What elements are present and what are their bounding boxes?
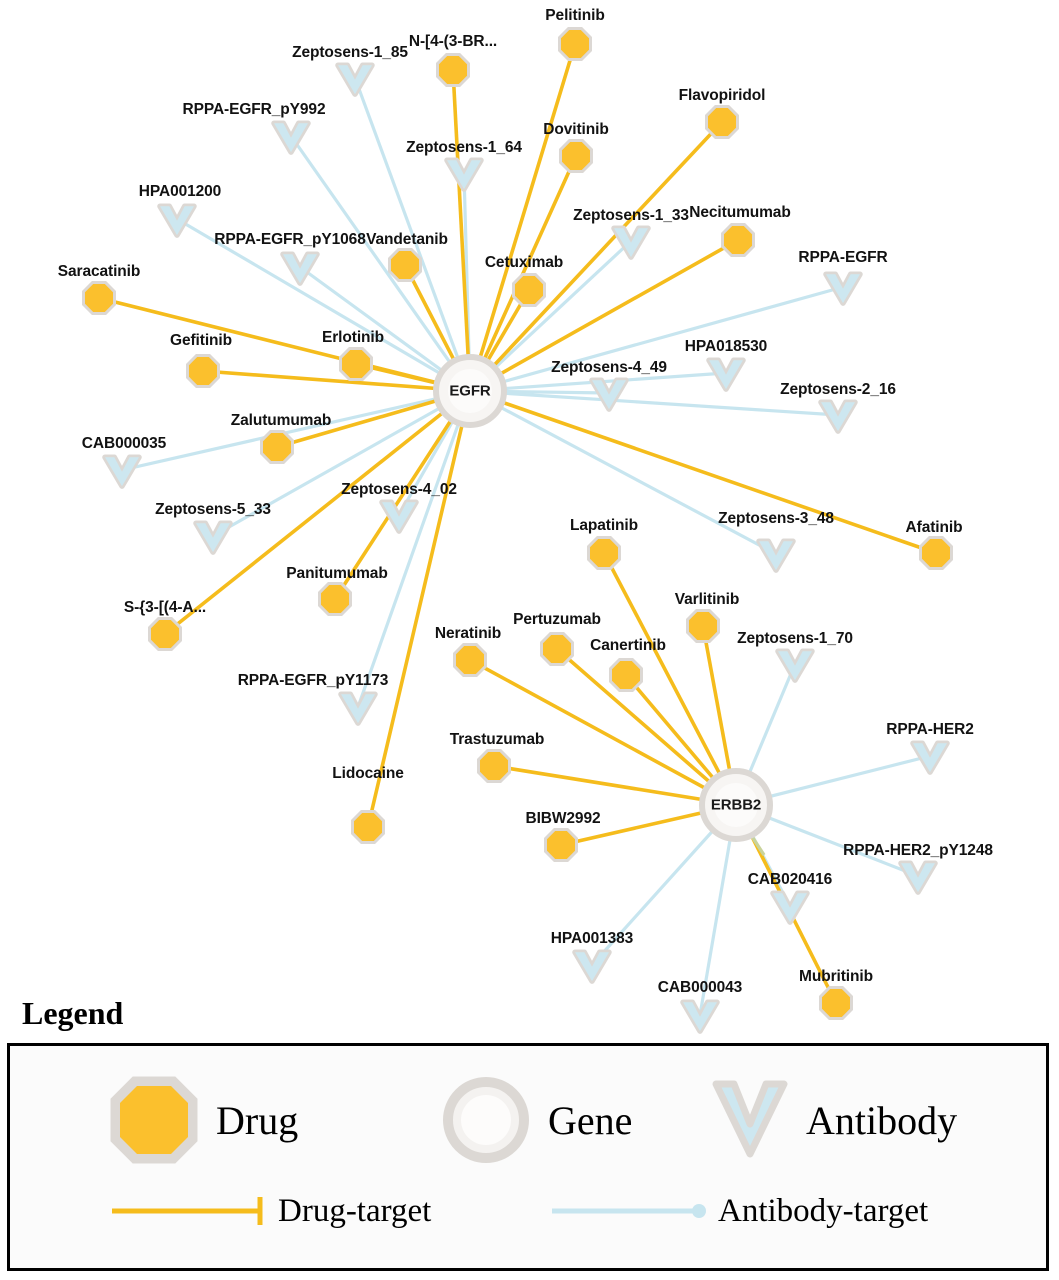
legend-antibody <box>710 1074 957 1166</box>
drug-node[interactable] <box>151 620 179 648</box>
node-label: RPPA-EGFR_pY992 <box>182 101 326 118</box>
node-label: Erlotinib <box>322 329 384 346</box>
drug-node[interactable] <box>612 661 640 689</box>
node-label: Flavopiridol <box>678 87 766 104</box>
legend-drug-target-label: Drug-target <box>278 1192 432 1229</box>
antibody-node[interactable] <box>338 65 372 94</box>
node-label: Zeptosens-1_64 <box>406 139 522 156</box>
node-label: CAB000035 <box>81 435 167 452</box>
node-label: Zeptosens-4_02 <box>341 481 457 498</box>
antibody-node[interactable] <box>773 893 807 922</box>
legend-drug-target <box>110 1191 431 1231</box>
node-label: N-[4-(3-BR... <box>408 33 498 50</box>
node-label: Dovitinib <box>543 121 609 138</box>
drug-node[interactable] <box>689 612 717 640</box>
antibody-node[interactable] <box>575 952 609 981</box>
legend-antibody-target-label: Antibody-target <box>718 1192 929 1229</box>
node-label: Lapatinib <box>570 517 638 534</box>
node-label: Zeptosens-1_70 <box>737 630 853 647</box>
drug-node[interactable] <box>85 284 113 312</box>
legend-box <box>7 1043 1049 1271</box>
node-label: BIBW2992 <box>525 810 601 827</box>
drug-node[interactable] <box>515 276 543 304</box>
legend-edges-row <box>10 1191 1046 1261</box>
antibody-node[interactable] <box>821 402 855 431</box>
node-label: Pertuzumab <box>513 611 601 628</box>
antibody-target-edge-icon <box>550 1191 710 1231</box>
node-label: Zeptosens-5_33 <box>155 501 271 518</box>
node-label: RPPA-EGFR <box>798 249 888 266</box>
node-label: EGFR <box>449 382 491 400</box>
drug-node[interactable] <box>480 752 508 780</box>
node-label: Gefitinib <box>170 332 232 349</box>
legend-antibody-target <box>550 1191 928 1231</box>
legend-title: Legend <box>22 995 124 1031</box>
drug-node[interactable] <box>189 357 217 385</box>
node-label: Zalutumumab <box>230 412 332 429</box>
node-label: Vandetanib <box>366 231 448 248</box>
drug-node[interactable] <box>439 56 467 84</box>
node-label: Zeptosens-3_48 <box>718 510 834 527</box>
node-label: Varlitinib <box>674 591 740 608</box>
node-label: CAB000043 <box>657 979 743 996</box>
node-label: Neratinib <box>434 625 502 642</box>
antibody-node[interactable] <box>447 160 481 189</box>
antibody-node[interactable] <box>592 380 626 409</box>
antibody-node[interactable] <box>283 254 317 283</box>
node-label: S-{3-[(4-A... <box>123 599 207 616</box>
node-label: Necitumumab <box>689 204 791 221</box>
drug-node[interactable] <box>922 539 950 567</box>
antibody-node[interactable] <box>105 457 139 486</box>
node-label: Saracatinib <box>57 263 141 280</box>
drug-node[interactable] <box>822 989 850 1017</box>
antibody-icon <box>710 1074 790 1166</box>
node-label: Panitumumab <box>286 565 388 582</box>
node-label: Canertinib <box>590 637 666 654</box>
node-label: Zeptosens-1_85 <box>292 44 408 61</box>
drug-node[interactable] <box>708 108 736 136</box>
node-label: ERBB2 <box>710 796 762 814</box>
legend-gene <box>440 1074 632 1166</box>
drug-icon <box>108 1074 200 1166</box>
antibody-node[interactable] <box>778 651 812 680</box>
drug-node[interactable] <box>547 831 575 859</box>
drug-node[interactable] <box>590 539 618 567</box>
node-label: HPA001200 <box>138 183 222 200</box>
legend-drug <box>108 1074 298 1166</box>
node-label: Pelitinib <box>545 7 605 24</box>
drug-target-edge-icon <box>110 1191 270 1231</box>
node-label: Cetuximab <box>484 254 564 271</box>
drug-node[interactable] <box>561 30 589 58</box>
drug-node[interactable] <box>562 142 590 170</box>
antibody-node[interactable] <box>274 123 308 152</box>
drug-node[interactable] <box>321 585 349 613</box>
node-label: Mubritinib <box>799 968 873 985</box>
antibody-node[interactable] <box>759 541 793 570</box>
node-label: Trastuzumab <box>449 731 545 748</box>
antibody-node[interactable] <box>341 694 375 723</box>
legend-gene-label: Gene <box>548 1097 633 1143</box>
node-label: RPPA-EGFR_pY1068 <box>214 231 366 248</box>
node-label: Lidocaine <box>332 765 404 782</box>
antibody-node[interactable] <box>196 523 230 552</box>
node-label: Zeptosens-4_49 <box>551 359 667 376</box>
node-label: RPPA-EGFR_pY1173 <box>237 672 389 689</box>
node-label: RPPA-HER2 <box>886 721 974 738</box>
node-label: Zeptosens-2_16 <box>780 381 896 398</box>
node-label: RPPA-HER2_pY1248 <box>843 842 993 859</box>
drug-node[interactable] <box>342 350 370 378</box>
node-label: Zeptosens-1_33 <box>573 207 689 224</box>
antibody-node[interactable] <box>901 863 935 892</box>
drug-node[interactable] <box>263 433 291 461</box>
legend-shapes-row <box>10 1064 1046 1179</box>
node-label: HPA018530 <box>684 338 768 355</box>
node-label: Afatinib <box>905 519 963 536</box>
drug-node[interactable] <box>354 813 382 841</box>
legend-drug-label: Drug <box>216 1097 299 1143</box>
drug-node[interactable] <box>456 646 484 674</box>
legend-antibody-label: Antibody <box>806 1097 958 1143</box>
antibody-node[interactable] <box>160 206 194 235</box>
drug-node[interactable] <box>391 251 419 279</box>
node-label: HPA001383 <box>550 930 634 947</box>
gene-icon <box>440 1074 532 1166</box>
drug-node[interactable] <box>543 635 571 663</box>
node-label: CAB020416 <box>747 871 833 888</box>
drug-node[interactable] <box>724 226 752 254</box>
